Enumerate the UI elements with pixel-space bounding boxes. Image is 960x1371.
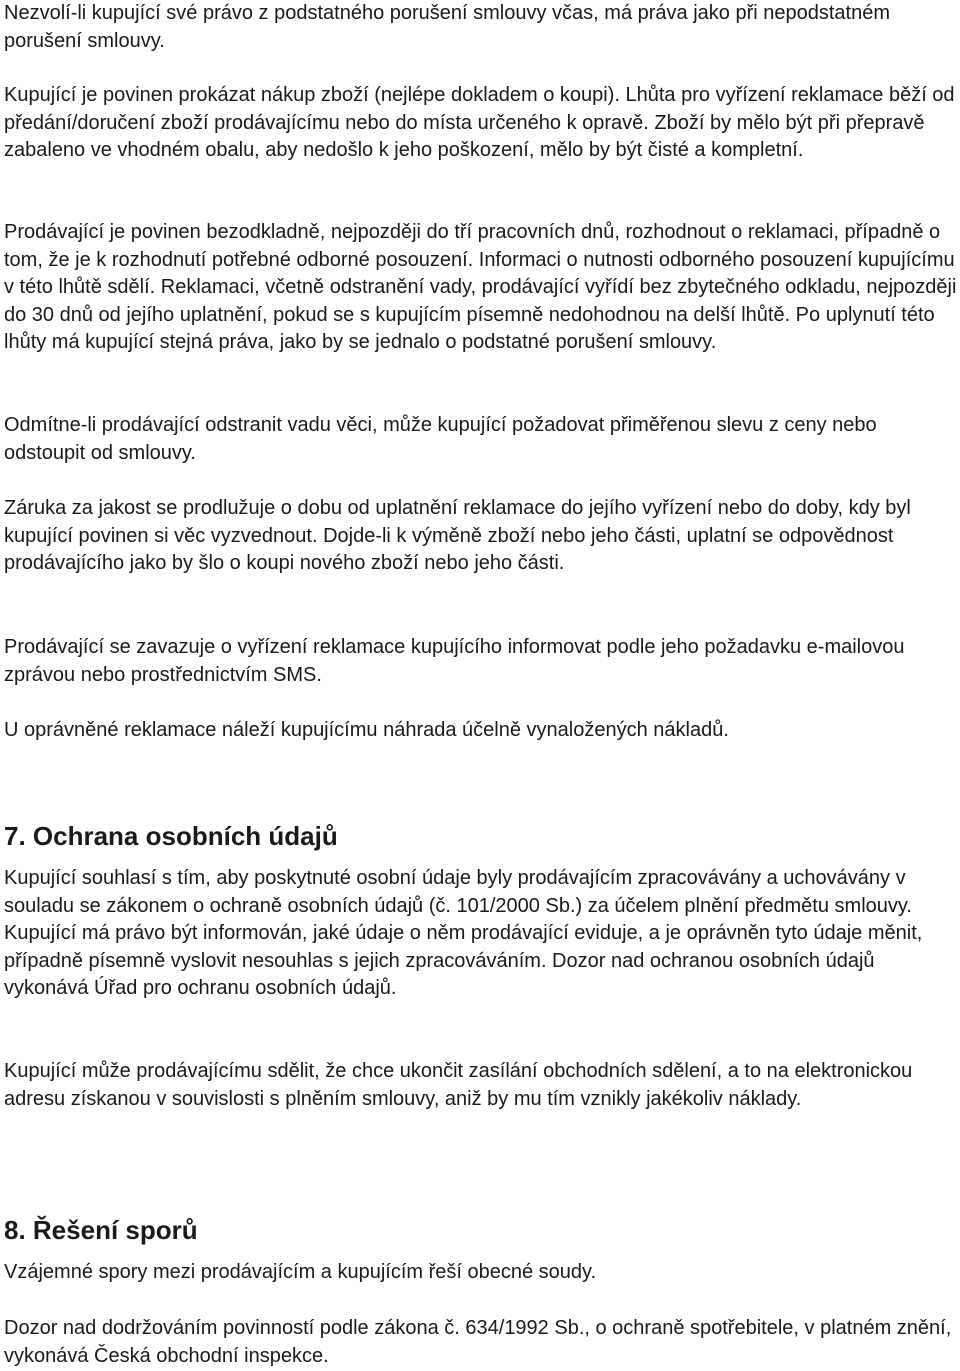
paragraph-commercial-messages: Kupující může prodávajícímu sdělit, že chce ukončit zasílání obchodních sdělení, a to na elektronickou adresu získanou v souvislosti s plněním smlouvy, aniž by mu tím vznikly jakékoliv náklady. xyxy=(4,1060,913,1110)
paragraph-costs: U oprávněné reklamace náleží kupujícímu náhrada účelně vynaložených nákladů. xyxy=(4,719,729,741)
paragraph-remedy-choice: Nezvolí-li kupující své právo z podstatného porušení smlouvy včas, má práva jako při nepodstatném porušení smlouvy. xyxy=(4,2,890,52)
paragraph-warranty-extension: Záruka za jakost se prodlužuje o dobu od uplatnění reklamace do jejího vyřízení nebo do doby, kdy byl kupující povinen si věc vyzvednout. Dojde-li k výměně zboží nebo jeho části, uplatní se odpovědnost prodávajícího jako by šlo o koupi nového zboží nebo jeho části. xyxy=(4,497,911,575)
paragraph-refusal: Odmítne-li prodávající odstranit vadu věci, může kupující požadovat přiměřenou slevu z ceny nebo odstoupit od smlouvy. xyxy=(4,414,877,464)
section-heading-data-protection: 7. Ochrana osobních údajů xyxy=(4,821,338,851)
paragraph-purchase-proof: Kupující je povinen prokázat nákup zboží (nejlépe dokladem o koupi). Lhůta pro vyřízení reklamace běží od předání/doručení zboží prodávajícímu nebo do místa určeného k opravě. Zboží by mělo být při přepravě zabaleno ve vhodném obalu, aby nedošlo k jeho poškození, mělo by být čisté a kompletní. xyxy=(4,84,955,162)
paragraph-supervision: Dozor nad dodržováním povinností podle zákona č. 634/1992 Sb., o ochraně spotřebitele, v platném znění, vykonává Česká obchodní inspekce. xyxy=(4,1317,952,1367)
paragraph-data-consent: Kupující souhlasí s tím, aby poskytnuté osobní údaje byly prodávajícím zpracovávány a uchovávány v souladu se zákonem o ochraně osobních údajů (č. 101/2000 Sb.) za účelem plnění předmětu smlouvy. Kupující má právo být informován, jaké údaje o něm prodávající eviduje, a je oprávněn tyto údaje měnit, případně písemně vyslovit nesouhlas s jejich zpracováváním. Dozor nad ochranou osobních údajů vykonává Úřad pro ochranu osobních údajů. xyxy=(4,867,923,1000)
section-heading-disputes: 8. Řešení sporů xyxy=(4,1215,198,1245)
paragraph-notification: Prodávající se zavazuje o vyřízení reklamace kupujícího informovat podle jeho požadavku e-mailovou zprávou nebo prostřednictvím SMS. xyxy=(4,636,905,686)
paragraph-courts: Vzájemné spory mezi prodávajícím a kupujícím řeší obecné soudy. xyxy=(4,1261,597,1283)
paragraph-claim-handling: Prodávající je povinen bezodkladně, nejpozději do tří pracovních dnů, rozhodnout o reklamaci, případně o tom, že je k rozhodnutí potřebné odborné posouzení. Informaci o nutnosti odborného posouzení kupujícímu v této lhůtě sdělí. Reklamaci, včetně odstranění vady, prodávající vyřídí bez zbytečného odkladu, nejpozději do 30 dnů od jejího uplatnění, pokud se s kupujícím písemně nedohodnou na delší lhůtě. Po uplynutí této lhůty má kupující stejná práva, jako by se jednalo o podstatné porušení smlouvy. xyxy=(4,221,957,354)
